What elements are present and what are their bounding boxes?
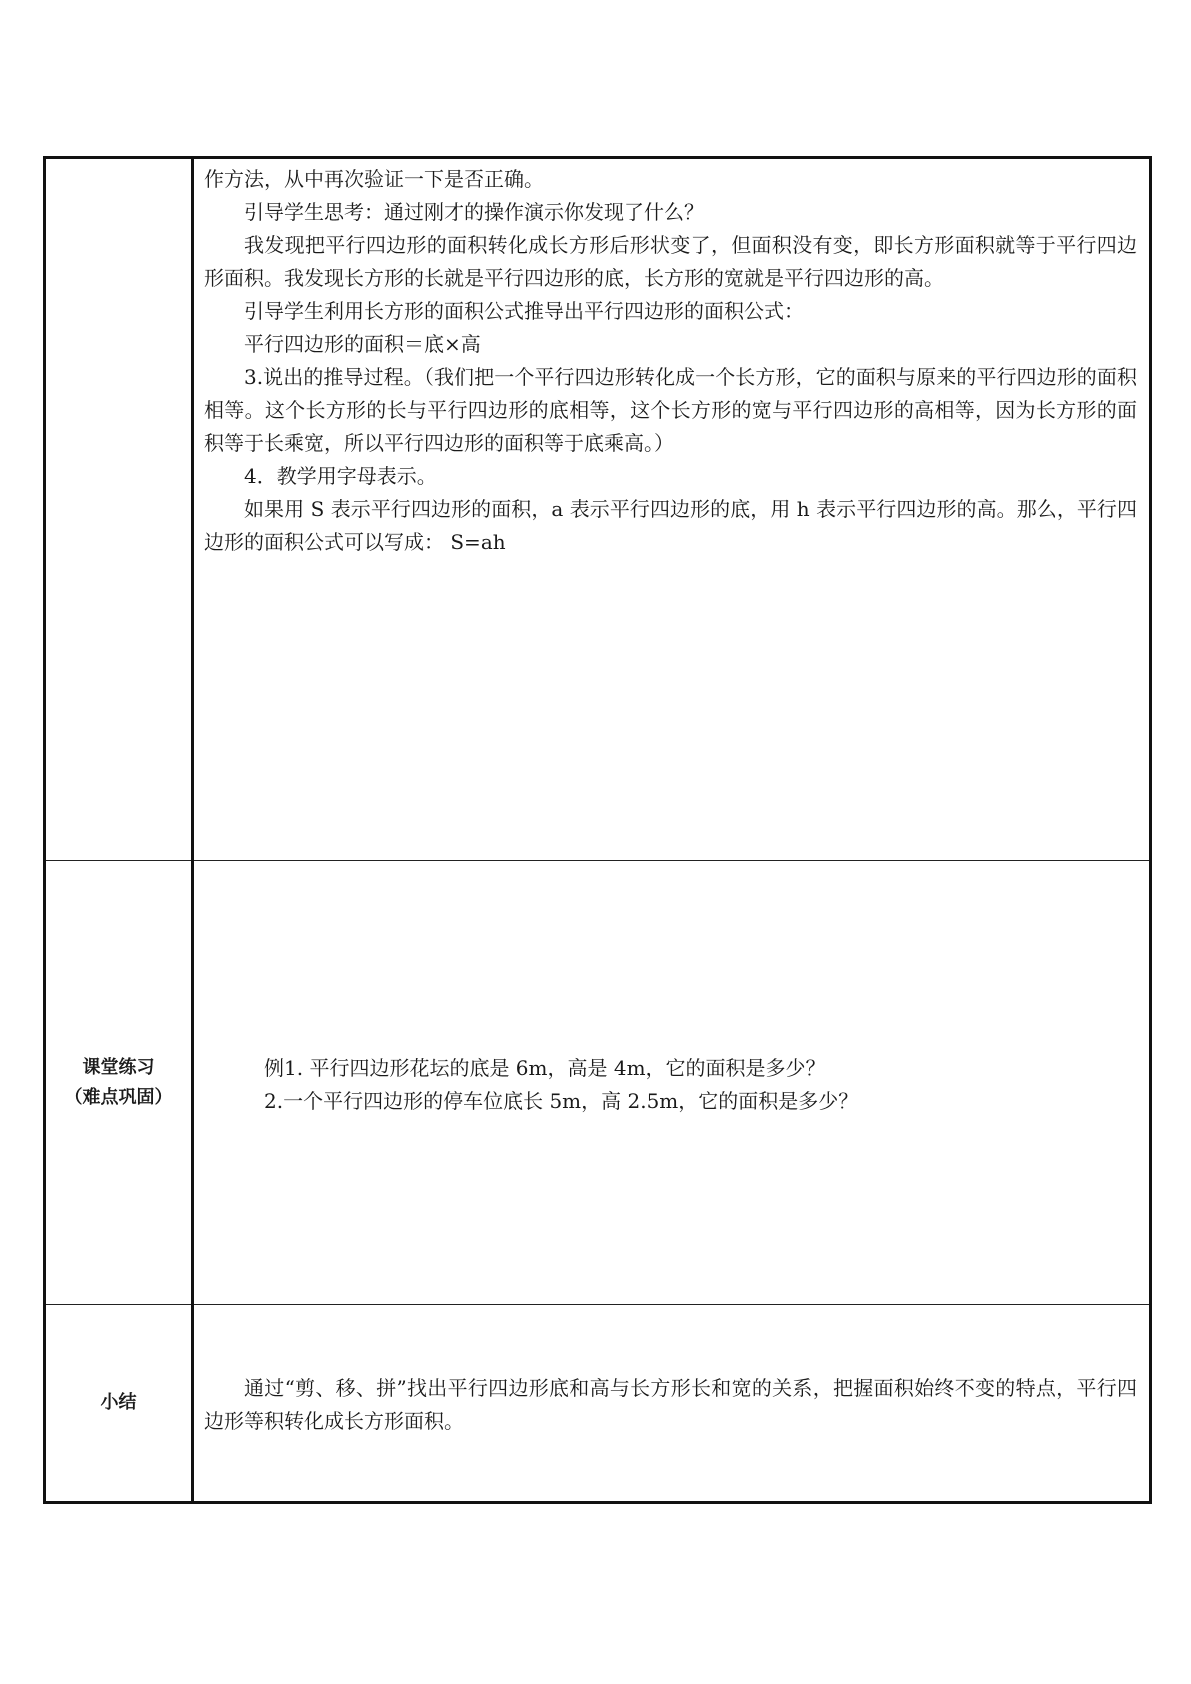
paragraph: 3.说出的推导过程。（我们把一个平行四边形转化成一个长方形，它的面积与原来的平行四边形的面积相等。这个长方形的长与平行四边形的底相等，这个长方形的宽与平行四边形的高相等，因为长方形的面积等于长乘宽，所以平行四边形的面积等于底乘高。） — [204, 365, 1137, 455]
table-row-practice — [45, 861, 1151, 1305]
exercise-paragraph: 例1. 平行四边形花坛的底是 6m，高是 4m，它的面积是多少？ — [264, 1055, 826, 1080]
row-label-empty — [45, 158, 193, 861]
paragraph: 作方法，从中再次验证一下是否正确。 — [204, 167, 544, 191]
exercise-paragraph: 2.一个平行四边形的停车位底长 5m，高 2.5m，它的面积是多少？ — [264, 1088, 859, 1113]
summary-paragraph: 通过“剪、移、拼”找出平行四边形底和高与长方形长和宽的关系，把握面积始终不变的特点，平行四边形等积转化成长方形面积。 — [204, 1376, 1137, 1433]
lesson-plan-table — [43, 156, 1152, 1504]
label-line: 课堂练习 — [82, 1056, 155, 1078]
practice-content-cell — [193, 861, 1151, 1305]
table-row-summary — [45, 1305, 1151, 1503]
paragraph: 我发现把平行四边形的面积转化成长方形后形状变了，但面积没有变，即长方形面积就等于平行四边形面积。我发现长方形的长就是平行四边形的底，长方形的宽就是平行四边形的高。 — [204, 233, 1137, 290]
label-line: 小结 — [100, 1392, 137, 1413]
derivation-content-cell — [193, 158, 1151, 861]
paragraph: 引导学生利用长方形的面积公式推导出平行四边形的面积公式： — [244, 299, 804, 323]
label-line: （难点巩固） — [64, 1086, 173, 1108]
row-label-summary — [45, 1305, 193, 1503]
row-label-practice — [45, 861, 193, 1305]
paragraph: 如果用 S 表示平行四边形的面积，a 表示平行四边形的底，用 h 表示平行四边形的高。那么，平行四边形的面积公式可以写成： S=ah — [204, 497, 1137, 554]
table-row-derivation — [45, 158, 1151, 861]
paragraph: 4．教学用字母表示。 — [244, 464, 437, 488]
summary-content-cell — [193, 1305, 1151, 1503]
formula-paragraph: 平行四边形的面积＝底×高 — [244, 332, 481, 356]
paragraph: 引导学生思考：通过刚才的操作演示你发现了什么？ — [244, 200, 704, 224]
